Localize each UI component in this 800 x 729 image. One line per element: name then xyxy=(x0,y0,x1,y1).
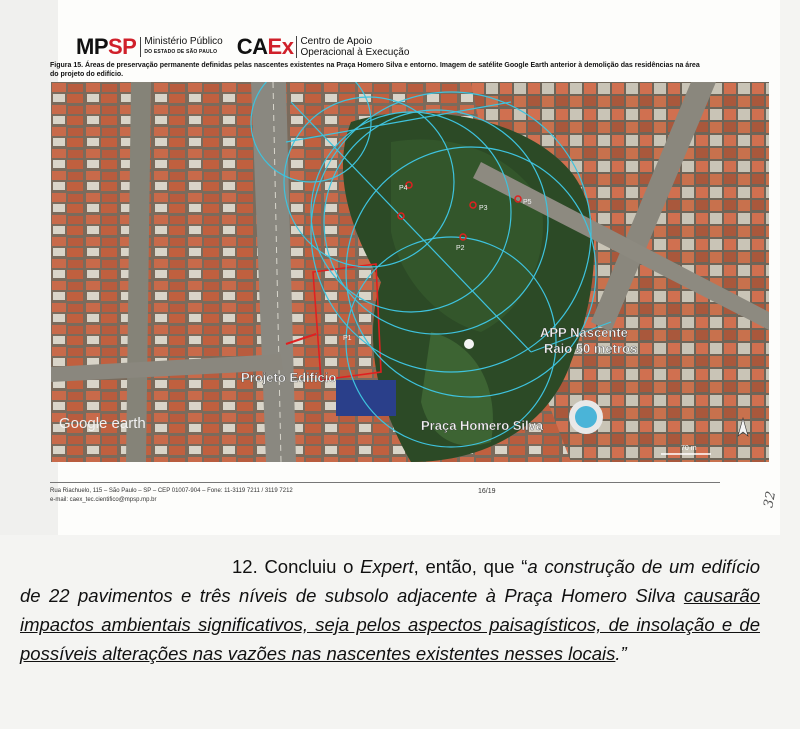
paragraph-connector: , então, que “ xyxy=(413,556,528,577)
map-label-projeto: Projeto Edifício xyxy=(241,370,337,385)
org-name xyxy=(140,37,222,57)
point-label-p1: P1 xyxy=(343,335,352,342)
page-number: 16/19 xyxy=(478,488,496,495)
paragraph-text xyxy=(20,552,760,668)
figure-caption: Figura 15. Áreas de preservação permanente definidas pelas nascentes existentes na Praça Homero Silva e entorno. Imagem de satélite Google Earth anterior à demolição das residências na área do projeto do edifício. xyxy=(50,62,700,78)
satellite-map-drawing xyxy=(51,82,769,462)
point-label-p3: P3 xyxy=(479,205,488,212)
caex-name xyxy=(296,36,409,58)
paragraph-intro: 12. Concluiu o xyxy=(232,556,361,577)
caex-logo-ex: Ex xyxy=(267,34,294,59)
scale-label: 70 m xyxy=(681,445,697,452)
caex-logo-ca: CA xyxy=(236,34,268,59)
caex-line1: Centro de Apoio xyxy=(300,36,373,47)
map-label-raio: Raio 50 metros xyxy=(544,341,638,356)
org-line2: DO ESTADO DE SÃO PAULO xyxy=(144,49,218,55)
caex-line2: Operacional à Execução xyxy=(300,47,410,58)
caex-logo xyxy=(237,36,294,58)
point-label-p5: P5 xyxy=(523,199,532,206)
point-label-p4: P4 xyxy=(399,185,408,192)
mpsp-logo-mp: MP xyxy=(76,34,108,59)
satellite-map xyxy=(51,82,769,462)
footer-address: Rua Riachuelo, 115 – São Paulo – SP – CEP 01007-904 – Fone: 11-3119 7211 / 3119 7212 xyxy=(50,488,293,494)
quote-underlined: causarão impactos ambientais significativos, seja pelos aspectos paisagísticos, de insolação e de possíveis alterações nas vazões nas nascentes existentes nesses locais xyxy=(20,585,760,664)
google-earth-label: Google earth xyxy=(59,415,146,432)
footer-email: e-mail: caex_tec.cientifico@mpsp.mp.br xyxy=(50,497,157,503)
map-label-app: APP Nascente xyxy=(540,325,628,340)
map-label-praca: Praça Homero Silva xyxy=(421,418,544,433)
quote-end: .” xyxy=(615,643,627,664)
scan-margin xyxy=(0,0,58,535)
handwritten-page-mark: 32 xyxy=(761,490,780,509)
quote-start: a construção de um edifício de 22 pavimentos e três níveis de subsolo adjacente à Praça Homero Silva xyxy=(20,556,760,606)
mpsp-logo-sp: SP xyxy=(108,34,137,59)
mpsp-logo xyxy=(76,36,136,58)
expert-term: Expert xyxy=(360,556,414,577)
page-footer xyxy=(50,482,720,505)
org-line1: Ministério Público xyxy=(144,36,223,47)
report-header xyxy=(76,34,409,60)
point-label-p2: P2 xyxy=(456,245,465,252)
paragraph-12 xyxy=(20,552,760,668)
